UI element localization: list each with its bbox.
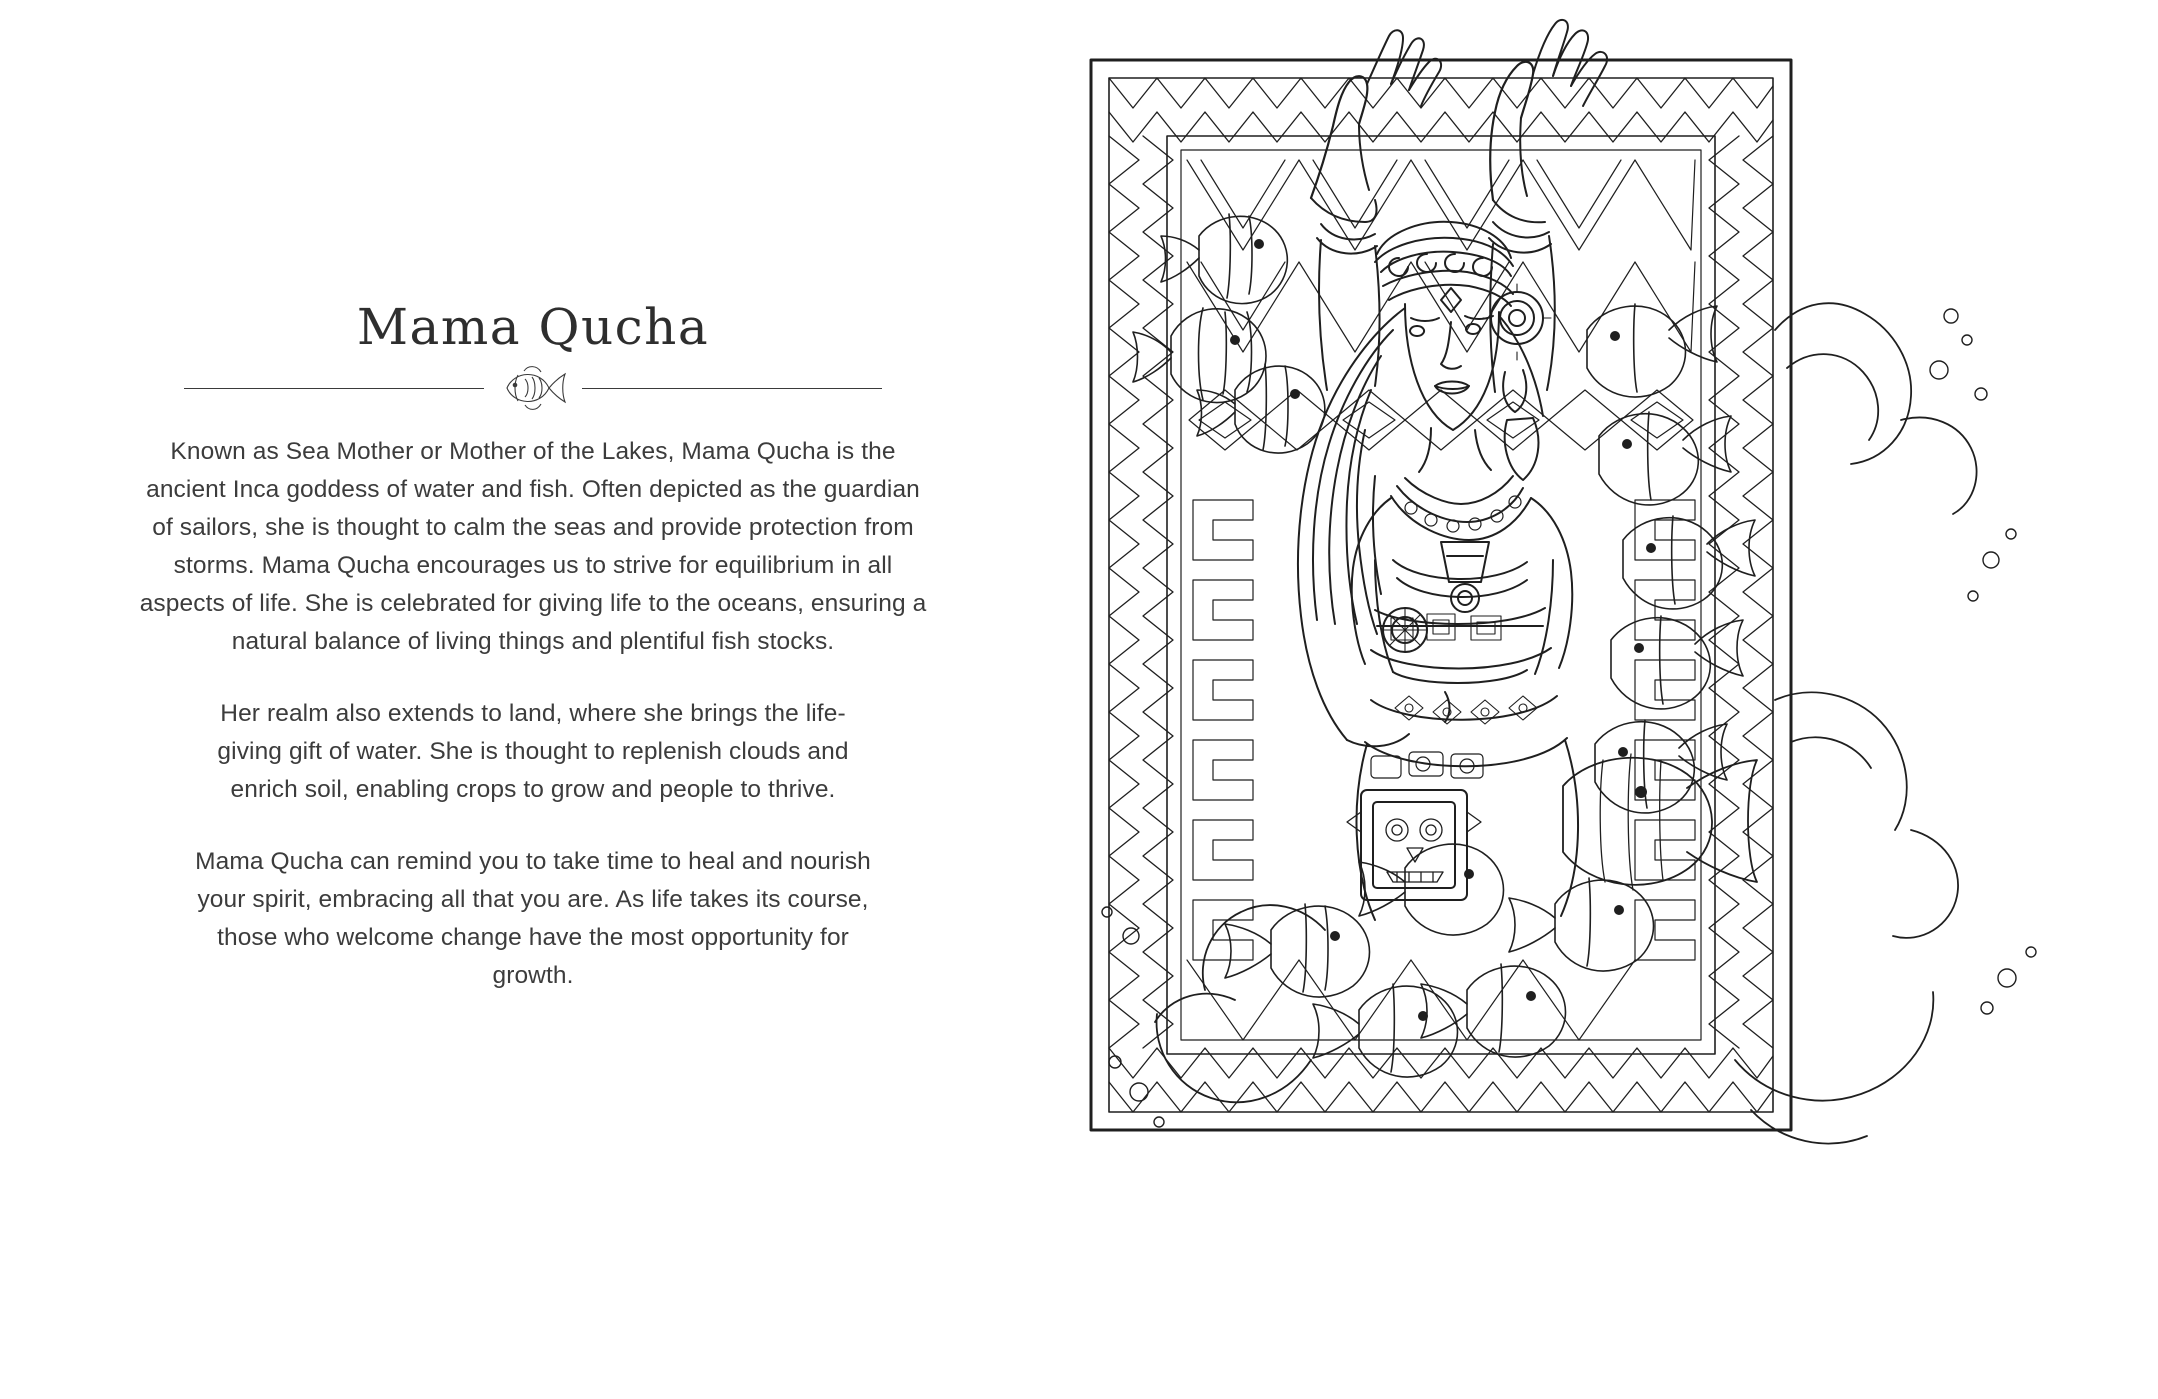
- mama-qucha-line-art: [1075, 0, 2158, 1399]
- divider-line-left: [184, 388, 484, 389]
- page-title: Mama Qucha: [356, 298, 710, 356]
- left-text-page: [0, 0, 1075, 1399]
- divider-line-right: [582, 388, 882, 389]
- fish-emblem-icon: [494, 361, 572, 415]
- title-divider: [138, 361, 928, 415]
- paragraph-3: Mama Qucha can remind you to take time to heal and nourish your spirit, embracing all that you are. As life takes its course, those who welcome change have the most opportunity for growth.: [195, 847, 871, 989]
- paragraph-1: Known as Sea Mother or Mother of the Lakes, Mama Qucha is the ancient Inca goddess of water and fish. Often depicted as the guardian of sailors, she is thought to calm the seas and provide protection from storms. Mama Qucha encourages us to strive for equilibrium in all aspects of life. She is celebrated for giving life to the oceans, ensuring a natural balance of living things and plentiful fish stocks.: [139, 438, 927, 655]
- paragraph-2: Her realm also extends to land, where she brings the life-giving gift of water. She is thought to replenish clouds and enrich soil, enabling crops to grow and people to thrive.: [217, 699, 849, 803]
- right-illustration-page: [1075, 0, 2158, 1399]
- text-block: [138, 300, 928, 995]
